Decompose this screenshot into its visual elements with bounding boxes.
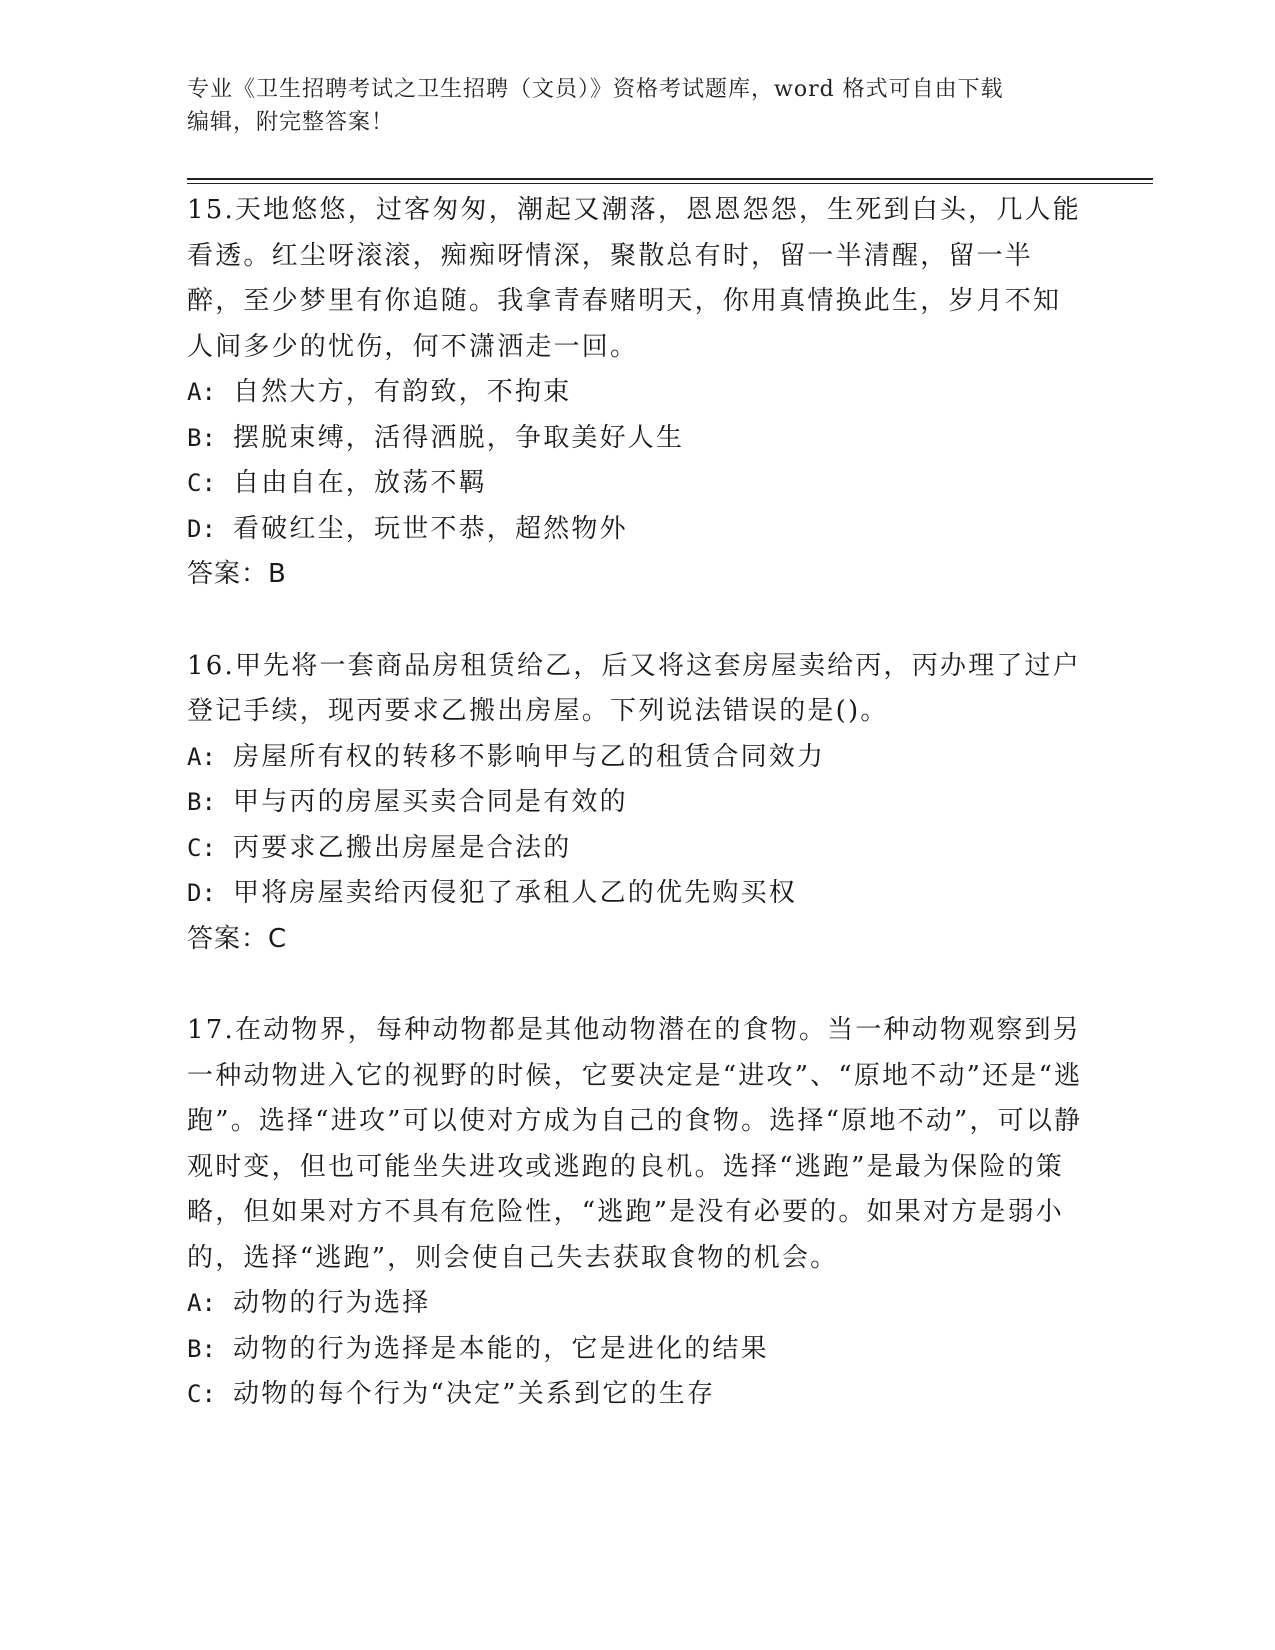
- option-text: 丙要求乙搬出房屋是合法的: [233, 832, 572, 863]
- option-a: [187, 370, 1087, 416]
- option-a: [187, 735, 1087, 781]
- option-text: 自然大方，有韵致，不拘束: [233, 377, 572, 407]
- option-text: 动物的每个行为“决定”关系到它的生存: [233, 1379, 716, 1409]
- option-a: [187, 1281, 1087, 1327]
- option-key: B:: [187, 788, 216, 816]
- header-divider-thick: [187, 178, 1153, 180]
- option-key: B:: [187, 423, 216, 452]
- option-key: A:: [187, 378, 216, 406]
- option-c: [187, 826, 1087, 872]
- option-key: B:: [187, 1334, 216, 1363]
- option-key: C:: [187, 1380, 216, 1408]
- question-15: [187, 188, 1087, 598]
- question-stem: 17.在动物界，每种动物都是其他动物潜在的食物。当一种动物观察到另一种动物进入它的视野的时候，它要决定是“进攻”、“原地不动”还是“逃跑”。选择“进攻”可以使对方成为自己的食物。选择“原地不动”，可以静观时变，但也可能坐失进攻或逃跑的良机。选择“逃跑”是最为保险的策略，但如果对方不具有危险性，“逃跑”是没有必要的。如果对方是弱小的，选择“逃跑”，则会使自己失去获取食物的机会。: [187, 1015, 1083, 1273]
- question-16: [187, 644, 1087, 963]
- question-17: [187, 1008, 1087, 1418]
- option-key: A:: [187, 1289, 216, 1317]
- option-text: 自由自在，放荡不羁: [233, 468, 487, 498]
- option-text: 摆脱束缚，活得洒脱，争取美好人生: [233, 422, 685, 453]
- option-c: [187, 1372, 1087, 1418]
- option-b: [187, 1327, 1087, 1373]
- option-text: 房屋所有权的转移不影响甲与乙的租赁合同效力: [233, 741, 826, 772]
- option-d: [187, 871, 1087, 917]
- option-text: 甲与丙的房屋买卖合同是有效的: [233, 787, 628, 817]
- option-text: 看破红尘，玩世不恭，超然物外: [233, 513, 628, 544]
- header-line-2: 编辑，附完整答案！: [187, 110, 395, 135]
- option-text: 动物的行为选择是本能的，它是进化的结果: [233, 1333, 769, 1364]
- answer-label: 答案：C: [187, 923, 288, 954]
- option-b: [187, 416, 1087, 462]
- option-b: [187, 780, 1087, 826]
- option-c: [187, 461, 1087, 507]
- option-key: D:: [187, 514, 216, 543]
- question-stem: 16.甲先将一套商品房租赁给乙，后又将这套房屋卖给丙，丙办理了过户登记手续，现丙要求乙搬出房屋。下列说法错误的是()。: [187, 650, 1081, 726]
- document-header: [187, 73, 1087, 139]
- option-text: 动物的行为选择: [233, 1288, 431, 1318]
- header-divider-thin: [187, 183, 1153, 184]
- option-key: D:: [187, 879, 216, 907]
- question-list: [187, 188, 1087, 1464]
- question-stem: 15.天地悠悠，过客匆匆，潮起又潮落，恩恩怨怨，生死到白头，几人能看透。红尘呀滚滚，痴痴呀情深，聚散总有时，留一半清醒，留一半醉，至少梦里有你追随。我拿青春赌明天，你用真情换此生，岁月不知人间多少的忧伤，何不潇洒走一回。: [187, 195, 1081, 362]
- option-key: C:: [187, 833, 216, 862]
- option-text: 甲将房屋卖给丙侵犯了承租人乙的优先购买权: [233, 878, 798, 908]
- option-key: A:: [187, 742, 216, 771]
- header-line-1: 专业《卫生招聘考试之卫生招聘（文员）》资格考试题库，word 格式可自由下载: [187, 77, 1004, 102]
- option-key: C:: [187, 469, 216, 497]
- answer-label: 答案：B: [187, 559, 287, 589]
- option-d: [187, 507, 1087, 553]
